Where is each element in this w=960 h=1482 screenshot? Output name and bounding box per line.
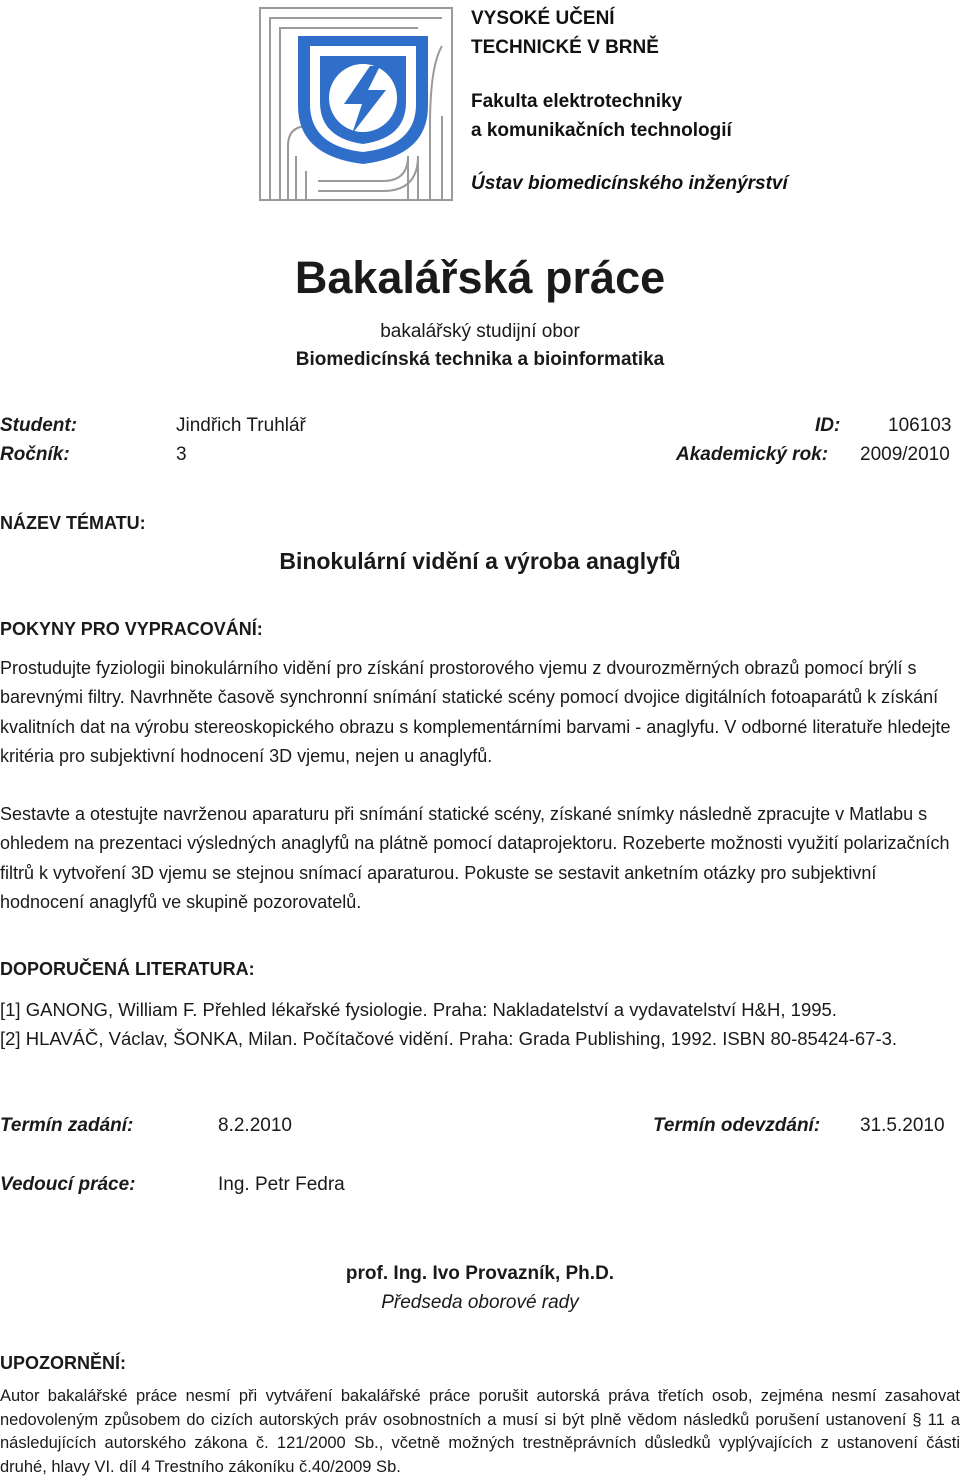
notice-text: Autor bakalářské práce nesmí při vytváření bakalářské práce porušit autorská práva třetích osob, zejména nesmí zasahovat nedovoleným způsobem do cizích autorských práv osobnostních a musí si být plně vědom následků porušení ustanovení § 11 a následujících autorského zákona č. 121/2000 Sb., včetně možných trestněprávních důsledků vyplývajících z ustanovení části druhé, hlavy VI. díl 4 Trestního zákoníku č.40/2009 Sb.: [0, 1387, 960, 1476]
academic-year-label: Akademický rok:: [676, 444, 829, 465]
topic-title: Binokulární vidění a výroba anaglyfů: [279, 548, 681, 574]
notice-label: UPOZORNĚNÍ:: [0, 1353, 126, 1373]
academic-year-value: 2009/2010: [860, 444, 950, 465]
document-title: Bakalářská práce: [294, 252, 666, 303]
literature-label: DOPORUČENÁ LITERATURA:: [0, 959, 255, 979]
due-date-value: 31.5.2010: [860, 1115, 945, 1136]
lightning-shield-icon: [258, 6, 454, 202]
literature-item: [1] GANONG, William F. Přehled lékařské fysiologie. Praha: Nakladatelství a vydavatelství H&H, 1995.: [0, 999, 837, 1020]
year-value: 3: [176, 444, 187, 465]
institute-name: Ústav biomedicínského inženýrství: [471, 173, 788, 194]
id-label: ID:: [815, 415, 841, 436]
university-name-line1: VYSOKÉ UČENÍ: [471, 8, 615, 29]
university-name-line2: TECHNICKÉ V BRNĚ: [471, 37, 659, 58]
supervisor-label: Vedoucí práce:: [0, 1174, 136, 1195]
assigned-date-value: 8.2.2010: [218, 1115, 292, 1136]
study-type: bakalářský studijní obor: [380, 321, 580, 342]
supervisor-name: Ing. Petr Fedra: [218, 1174, 345, 1195]
faculty-name-line2: a komunikačních technologií: [471, 120, 732, 141]
year-label: Ročník:: [0, 444, 70, 465]
student-label: Student:: [0, 415, 78, 436]
instructions-paragraph-2: Sestavte a otestujte navrženou aparaturu při snímání statické scény, získané snímky následně zpracujte v Matlabu s ohledem na prezentaci výsledných anaglyfů na plátně pomocí dataprojektoru. Rozeberte možnosti využití polarizačních filtrů k vytvoření 3D vjemu se stejnou snímací aparaturou. Pokuste se sestavit anketním otázky pro subjektivní hodnocení anaglyfů ve skupině pozorovatelů.: [0, 804, 950, 912]
due-date-label: Termín odevzdání:: [653, 1115, 821, 1136]
instructions-paragraph-1: Prostudujte fyziologii binokulárního vidění pro získání prostorového vjemu z dvourozměrných obrazů pomocí brýlí s barevnými filtry. Navrhněte časově synchronní snímání statické scény pomocí dvojice digitálních fotoaparátů k získání kvalitních dat na výrobu stereoskopického obrazu s komplementárními barvami - anaglyfu. V odborné literatuře hledejte kritéria pro subjektivní hodnocení 3D vjemu, nejen u anaglyfů.: [0, 658, 951, 766]
student-name: Jindřich Truhlář: [176, 415, 306, 436]
chair-role: Předseda oborové rady: [381, 1292, 579, 1313]
faculty-name-line1: Fakulta elektrotechniky: [471, 91, 683, 112]
instructions-label: POKYNY PRO VYPRACOVÁNÍ:: [0, 619, 263, 639]
topic-label: NÁZEV TÉMATU:: [0, 513, 146, 533]
university-logo: [258, 6, 454, 202]
assigned-date-label: Termín zadání:: [0, 1115, 134, 1136]
id-value: 106103: [888, 415, 952, 436]
study-field: Biomedicínská technika a bioinformatika: [295, 349, 665, 370]
chair-name: prof. Ing. Ivo Provazník, Ph.D.: [345, 1263, 615, 1284]
literature-item: [2] HLAVÁČ, Václav, ŠONKA, Milan. Počítačové vidění. Praha: Grada Publishing, 1992. ISBN 80-85424-67-3.: [0, 1028, 898, 1049]
